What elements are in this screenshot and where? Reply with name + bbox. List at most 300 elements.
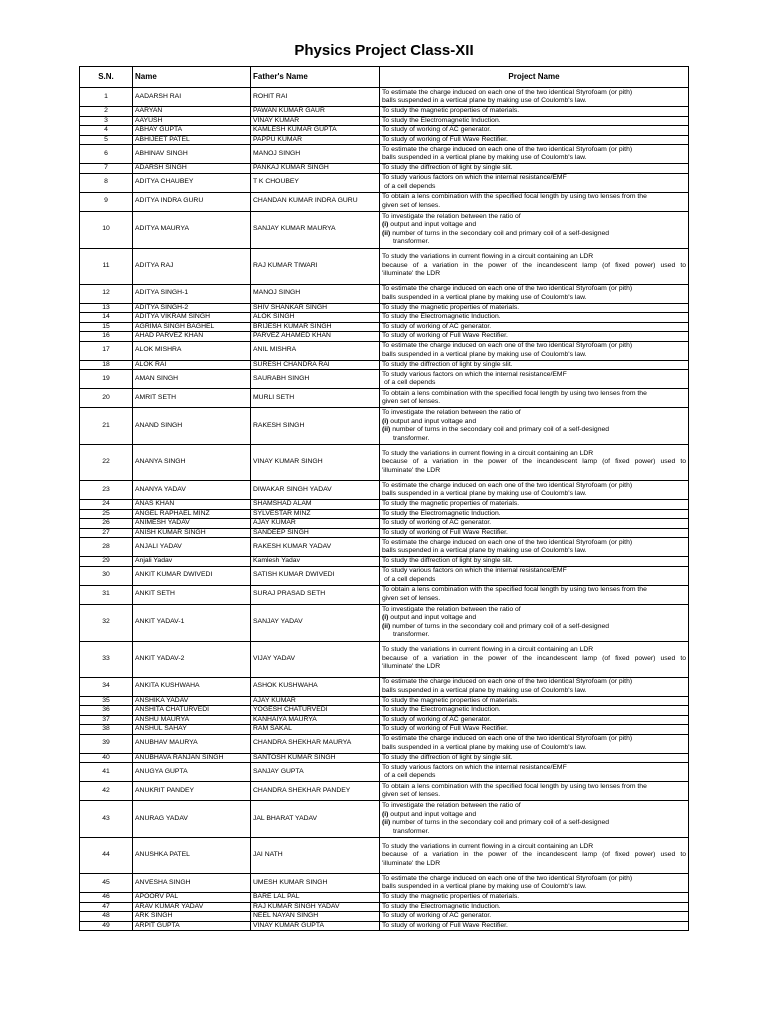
row-project-name	[380, 782, 689, 801]
row-sn: 33	[80, 641, 133, 677]
project-line: To study the variations in current flowing in a circuit containing an LDR	[382, 842, 594, 850]
project-line: transformer.	[393, 434, 430, 442]
project-line: To estimate the charge induced on each one of the two identical Styrofoam (or pith)	[382, 538, 633, 546]
project-line: To obtain a lens combination with the specified focal length by using two lenses from the	[382, 586, 647, 593]
project-line: of a cell depends	[384, 772, 436, 779]
project-line: (i) output and input voltage and	[382, 221, 477, 228]
row-name: ALOK MISHRA	[133, 341, 251, 360]
row-project-name	[380, 500, 689, 510]
project-line: To study the variations in current flowing in a circuit containing an LDR	[382, 449, 594, 457]
row-name: AGRIMA SINGH BAGHEL	[133, 322, 251, 332]
project-line: (ii) number of turns in the secondary coil and primary coil of a self-designed	[382, 426, 610, 433]
row-sn: 24	[80, 500, 133, 510]
project-line: To study various factors on which the internal resistance/EMF	[382, 763, 567, 771]
row-project-name	[380, 838, 689, 874]
row-sn: 25	[80, 509, 133, 519]
table-row	[80, 116, 689, 126]
table-row	[80, 912, 689, 922]
project-line: because of a variation in the power of the incandescent lamp (of fixed power) used to	[382, 458, 686, 466]
table-row	[80, 481, 689, 500]
row-father-name: KANHAIYA MAURYA	[251, 715, 380, 725]
row-father-name: SURESH CHANDRA RAI	[251, 360, 380, 370]
row-project-name	[380, 107, 689, 117]
row-name: ABHINAV SINGH	[133, 145, 251, 164]
row-project-name	[380, 585, 689, 604]
table-row	[80, 566, 689, 585]
row-father-name: SAURABH SINGH	[251, 370, 380, 389]
row-father-name: JAI NATH	[251, 838, 380, 874]
row-project-name	[380, 641, 689, 677]
row-name: ANKIT SETH	[133, 585, 251, 604]
header-project-name: Project Name	[380, 67, 689, 88]
table-row	[80, 360, 689, 370]
row-project-name	[380, 734, 689, 753]
table-row	[80, 696, 689, 706]
row-sn: 30	[80, 566, 133, 585]
row-sn: 10	[80, 211, 133, 248]
row-name: ANAS KHAN	[133, 500, 251, 510]
row-name: ANVESHA SINGH	[133, 874, 251, 893]
row-name: ANUBHAV MAURYA	[133, 734, 251, 753]
row-project-name	[380, 135, 689, 145]
project-line: To study the Electromagnetic Induction.	[382, 509, 501, 517]
table-row	[80, 313, 689, 323]
row-project-name	[380, 313, 689, 323]
row-father-name: PAPPU KUMAR	[251, 135, 380, 145]
row-father-name: SANDEEP SINGH	[251, 528, 380, 538]
row-name: ANJALI YADAV	[133, 538, 251, 557]
row-project-name	[380, 389, 689, 408]
row-sn: 23	[80, 481, 133, 500]
row-father-name: SANJAY YADAV	[251, 604, 380, 641]
project-line: (ii) number of turns in the secondary coil and primary coil of a self-designed	[382, 622, 610, 630]
row-name: ADITYA RAJ	[133, 248, 251, 284]
row-name: ANUSHKA PATEL	[133, 838, 251, 874]
header-father-name: Father's Name	[251, 67, 380, 88]
row-name: ANKIT YADAV-2	[133, 641, 251, 677]
project-line: balls suspended in a vertical plane by making use of Coulomb's law.	[382, 490, 587, 497]
table-row	[80, 725, 689, 735]
table-row	[80, 88, 689, 107]
row-project-name	[380, 604, 689, 641]
project-line: given set of lenses.	[382, 594, 441, 602]
project-line: To study the Electromagnetic Induction.	[382, 902, 501, 910]
project-line: (ii) number of turns in the secondary coil and primary coil of a self-designed	[382, 819, 610, 826]
row-name: ANUGYA GUPTA	[133, 763, 251, 782]
row-name: ANKIT YADAV-1	[133, 604, 251, 641]
project-line: To study the diffrection of light by single slit.	[382, 557, 513, 564]
row-project-name	[380, 902, 689, 912]
project-line: of a cell depends	[384, 379, 436, 386]
row-father-name: PARVEZ AHAMED KHAN	[251, 332, 380, 342]
row-father-name: RAJ KUMAR SINGH YADAV	[251, 902, 380, 912]
project-line: To investigate the relation between the ratio of	[382, 802, 521, 809]
project-line: To estimate the charge induced on each one of the two identical Styrofoam (or pith)	[382, 285, 633, 292]
row-project-name	[380, 88, 689, 107]
row-father-name: CHANDRA SHEKHAR PANDEY	[251, 782, 380, 801]
row-project-name	[380, 763, 689, 782]
table-row	[80, 303, 689, 313]
row-name: ANKITA KUSHWAHA	[133, 677, 251, 696]
row-father-name: NEEL NAYAN SINGH	[251, 912, 380, 922]
project-line: transformer.	[393, 238, 430, 245]
project-line: To estimate the charge induced on each one of the two identical Styrofoam (or pith)	[382, 678, 633, 685]
row-sn: 15	[80, 322, 133, 332]
row-father-name: SHAMSHAD ALAM	[251, 500, 380, 510]
table-row	[80, 604, 689, 641]
row-father-name: RAKESH KUMAR YADAV	[251, 538, 380, 557]
row-name: ANSHIKA YADAV	[133, 696, 251, 706]
project-line: To estimate the charge induced on each one of the two identical Styrofoam (or pith)	[382, 481, 633, 489]
row-sn: 27	[80, 528, 133, 538]
row-project-name	[380, 303, 689, 313]
table-row	[80, 706, 689, 716]
row-father-name: RAJ KUMAR TIWARI	[251, 248, 380, 284]
table-row	[80, 135, 689, 145]
row-father-name: MANOJ SINGH	[251, 284, 380, 303]
table-row	[80, 332, 689, 342]
row-project-name	[380, 725, 689, 735]
row-sn: 22	[80, 445, 133, 481]
project-line: balls suspended in a vertical plane by making use of Coulomb's law.	[382, 154, 587, 161]
row-project-name	[380, 116, 689, 126]
row-sn: 13	[80, 303, 133, 313]
table-row	[80, 838, 689, 874]
row-project-name	[380, 173, 689, 192]
project-line: To study of working of AC generator.	[382, 715, 492, 723]
project-line: To estimate the charge induced on each one of the two identical Styrofoam (or pith)	[382, 145, 633, 153]
table-row	[80, 192, 689, 211]
table-row	[80, 753, 689, 763]
table-row	[80, 211, 689, 248]
row-sn: 16	[80, 332, 133, 342]
row-name: ALOK RAI	[133, 360, 251, 370]
row-father-name: CHANDRA SHEKHAR MAURYA	[251, 734, 380, 753]
project-line: To study of working of Full Wave Rectifier.	[382, 725, 508, 732]
row-name: ADITYA INDRA GURU	[133, 192, 251, 211]
project-line: To study the magnetic properties of materials.	[382, 107, 520, 114]
row-father-name: SHIV SHANKAR SINGH	[251, 303, 380, 313]
row-sn: 36	[80, 706, 133, 716]
row-name: ADITYA VIKRAM SINGH	[133, 313, 251, 323]
row-father-name: ASHOK KUSHWAHA	[251, 677, 380, 696]
row-project-name	[380, 332, 689, 342]
row-sn: 5	[80, 135, 133, 145]
row-project-name	[380, 557, 689, 567]
project-line: balls suspended in a vertical plane by making use of Coulomb's law.	[382, 686, 587, 694]
project-line: given set of lenses.	[382, 398, 441, 405]
row-name: ADITYA MAURYA	[133, 211, 251, 248]
row-sn: 1	[80, 88, 133, 107]
row-project-name	[380, 874, 689, 893]
row-sn: 38	[80, 725, 133, 735]
project-line: To study the magnetic properties of materials.	[382, 500, 520, 507]
table-row	[80, 763, 689, 782]
row-sn: 9	[80, 192, 133, 211]
row-sn: 46	[80, 893, 133, 903]
project-line: To obtain a lens combination with the specified focal length by using two lenses from the	[382, 782, 647, 790]
row-father-name: BRIJESH KUMAR SINGH	[251, 322, 380, 332]
row-name: ARPIT GUPTA	[133, 921, 251, 931]
project-line: To study of working of AC generator.	[382, 519, 492, 526]
project-line: (i) output and input voltage and	[382, 614, 477, 621]
row-project-name	[380, 341, 689, 360]
table-row	[80, 126, 689, 136]
project-line: To study of working of AC generator.	[382, 912, 492, 919]
row-name: ADITYA CHAUBEY	[133, 173, 251, 192]
row-father-name: Kamlesh Yadav	[251, 557, 380, 567]
row-father-name: MANOJ SINGH	[251, 145, 380, 164]
row-name: Anjali Yadav	[133, 557, 251, 567]
header-name: Name	[133, 67, 251, 88]
table-body	[80, 88, 689, 931]
row-father-name: SURAJ PRASAD SETH	[251, 585, 380, 604]
table-row	[80, 902, 689, 912]
row-name: ADARSH SINGH	[133, 164, 251, 174]
project-line: To study the diffrection of light by single slit.	[382, 753, 513, 761]
project-line: To estimate the charge induced on each one of the two identical Styrofoam (or pith)	[382, 342, 633, 349]
table-row	[80, 248, 689, 284]
row-father-name: KAMLESH KUMAR GUPTA	[251, 126, 380, 136]
row-project-name	[380, 164, 689, 174]
project-line: given set of lenses.	[382, 791, 441, 798]
page-title: Physics Project Class-XII	[294, 42, 474, 59]
row-project-name	[380, 538, 689, 557]
row-father-name: ALOK SINGH	[251, 313, 380, 323]
project-line: To estimate the charge induced on each one of the two identical Styrofoam (or pith)	[382, 874, 633, 882]
row-father-name: VINAY KUMAR SINGH	[251, 445, 380, 481]
row-project-name	[380, 192, 689, 211]
row-sn: 29	[80, 557, 133, 567]
table-row	[80, 557, 689, 567]
row-project-name	[380, 370, 689, 389]
row-sn: 47	[80, 902, 133, 912]
row-project-name	[380, 211, 689, 248]
row-sn: 21	[80, 408, 133, 445]
row-father-name: CHANDAN KUMAR INDRA GURU	[251, 192, 380, 211]
row-project-name	[380, 566, 689, 585]
row-project-name	[380, 696, 689, 706]
project-line: To study various factors on which the internal resistance/EMF	[382, 370, 567, 378]
project-line: To obtain a lens combination with the specified focal length by using two lenses from the	[382, 193, 647, 200]
row-name: ANGEL RAPHAEL MINZ	[133, 509, 251, 519]
project-line: (i) output and input voltage and	[382, 417, 477, 425]
table-row	[80, 389, 689, 408]
row-sn: 39	[80, 734, 133, 753]
row-sn: 31	[80, 585, 133, 604]
row-sn: 43	[80, 801, 133, 838]
row-father-name: PAWAN KUMAR GAUR	[251, 107, 380, 117]
row-father-name: SATISH KUMAR DWIVEDI	[251, 566, 380, 585]
project-line: because of a variation in the power of the incandescent lamp (of fixed power) used to	[382, 261, 686, 269]
row-sn: 19	[80, 370, 133, 389]
row-father-name: YOGESH CHATURVEDI	[251, 706, 380, 716]
project-line: To study of working of Full Wave Rectifier.	[382, 921, 508, 929]
row-sn: 34	[80, 677, 133, 696]
row-father-name: SYLVESTAR MINZ	[251, 509, 380, 519]
row-name: AARYAN	[133, 107, 251, 117]
row-sn: 32	[80, 604, 133, 641]
row-name: ABHAY GUPTA	[133, 126, 251, 136]
table-row	[80, 322, 689, 332]
row-name: APOORV PAL	[133, 893, 251, 903]
project-line: To study of working of Full Wave Rectifier.	[382, 135, 508, 143]
row-sn: 35	[80, 696, 133, 706]
project-line: To study the variations in current flowing in a circuit containing an LDR	[382, 646, 594, 654]
row-project-name	[380, 801, 689, 838]
row-name: ANSHITA CHATURVEDI	[133, 706, 251, 716]
project-line: 'illuminate' the LDR	[382, 466, 441, 474]
project-line: transformer.	[393, 631, 430, 638]
project-line: balls suspended in a vertical plane by making use of Coulomb's law.	[382, 97, 587, 104]
row-sn: 11	[80, 248, 133, 284]
project-line: balls suspended in a vertical plane by making use of Coulomb's law.	[382, 743, 587, 751]
header-row	[80, 67, 689, 88]
row-sn: 44	[80, 838, 133, 874]
row-project-name	[380, 753, 689, 763]
row-name: AAYUSH	[133, 116, 251, 126]
row-sn: 7	[80, 164, 133, 174]
table-row	[80, 715, 689, 725]
row-father-name: VINAY KUMAR	[251, 116, 380, 126]
row-father-name: SANJAY GUPTA	[251, 763, 380, 782]
row-project-name	[380, 912, 689, 922]
table-row	[80, 538, 689, 557]
project-line: 'illuminate' the LDR	[382, 859, 441, 867]
row-project-name	[380, 408, 689, 445]
row-father-name: UMESH KUMAR SINGH	[251, 874, 380, 893]
row-name: ARK SINGH	[133, 912, 251, 922]
row-sn: 42	[80, 782, 133, 801]
project-line: balls suspended in a vertical plane by making use of Coulomb's law.	[382, 350, 587, 358]
row-father-name: PANKAJ KUMAR SINGH	[251, 164, 380, 174]
row-father-name: RAM SAKAL	[251, 725, 380, 735]
table-row	[80, 782, 689, 801]
project-line: To study of working of Full Wave Rectifier.	[382, 332, 508, 339]
row-name: ANKIT KUMAR DWIVEDI	[133, 566, 251, 585]
project-line: To study the magnetic properties of materials.	[382, 696, 520, 704]
project-line: To investigate the relation between the ratio of	[382, 605, 521, 613]
table-row	[80, 445, 689, 481]
row-name: AMAN SINGH	[133, 370, 251, 389]
row-father-name: AJAY KUMAR	[251, 696, 380, 706]
table-row	[80, 519, 689, 529]
project-line: To estimate the charge induced on each one of the two identical Styrofoam (or pith)	[382, 735, 633, 742]
row-project-name	[380, 677, 689, 696]
row-name: ANUBHAVA RANJAN SINGH	[133, 753, 251, 763]
project-line: transformer.	[393, 827, 430, 835]
table-row	[80, 145, 689, 164]
row-father-name: SANJAY KUMAR MAURYA	[251, 211, 380, 248]
project-line: To study of working of AC generator.	[382, 322, 492, 330]
project-line: given set of lenses.	[382, 201, 441, 209]
row-project-name	[380, 519, 689, 529]
row-sn: 18	[80, 360, 133, 370]
row-project-name	[380, 126, 689, 136]
row-name: AMRIT SETH	[133, 389, 251, 408]
project-line: of a cell depends	[384, 182, 436, 190]
row-project-name	[380, 145, 689, 164]
table-row	[80, 893, 689, 903]
project-line: To study the magnetic properties of materials.	[382, 303, 520, 311]
table-row	[80, 585, 689, 604]
project-line: 'illuminate' the LDR	[382, 270, 441, 278]
row-father-name: BARE LAL PAL	[251, 893, 380, 903]
project-line: To study various factors on which the internal resistance/EMF	[382, 567, 567, 574]
row-name: ANIMESH YADAV	[133, 519, 251, 529]
row-sn: 40	[80, 753, 133, 763]
project-line: To obtain a lens combination with the specified focal length by using two lenses from the	[382, 389, 647, 397]
project-line: To study the Electromagnetic Induction.	[382, 116, 501, 124]
row-name: AHAD PARVEZ KHAN	[133, 332, 251, 342]
row-father-name: ROHIT RAI	[251, 88, 380, 107]
row-father-name: VIJAY YADAV	[251, 641, 380, 677]
row-sn: 4	[80, 126, 133, 136]
row-father-name: T K CHOUBEY	[251, 173, 380, 192]
table-row	[80, 921, 689, 931]
project-line: To study the variations in current flowing in a circuit containing an LDR	[382, 253, 594, 261]
row-project-name	[380, 248, 689, 284]
project-line: To study various factors on which the internal resistance/EMF	[382, 174, 567, 181]
row-name: ANAND SINGH	[133, 408, 251, 445]
row-project-name	[380, 509, 689, 519]
project-line: because of a variation in the power of the incandescent lamp (of fixed power) used to	[382, 851, 686, 859]
project-line: (i) output and input voltage and	[382, 810, 477, 818]
row-name: ANISH KUMAR SINGH	[133, 528, 251, 538]
project-line: To investigate the relation between the ratio of	[382, 212, 521, 220]
table-row	[80, 107, 689, 117]
project-line: To study the magnetic properties of materials.	[382, 893, 520, 900]
table-row	[80, 509, 689, 519]
row-name: ANUKRIT PANDEY	[133, 782, 251, 801]
row-sn: 48	[80, 912, 133, 922]
row-name: ADITYA SINGH-1	[133, 284, 251, 303]
row-project-name	[380, 921, 689, 931]
project-line: To study the diffrection of light by single slit.	[382, 360, 513, 368]
table-row	[80, 801, 689, 838]
header-sn: S.N.	[80, 67, 133, 88]
table-row	[80, 173, 689, 192]
project-line: To study the Electromagnetic Induction.	[382, 313, 501, 320]
row-name: ANSHUL SAHAY	[133, 725, 251, 735]
row-project-name	[380, 322, 689, 332]
project-line: of a cell depends	[384, 575, 436, 583]
project-line: To study of working of Full Wave Rectifier.	[382, 528, 508, 536]
row-sn: 3	[80, 116, 133, 126]
row-sn: 41	[80, 763, 133, 782]
row-sn: 8	[80, 173, 133, 192]
row-father-name: DIWAKAR SINGH YADAV	[251, 481, 380, 500]
row-sn: 20	[80, 389, 133, 408]
table-row	[80, 874, 689, 893]
row-name: ANURAG YADAV	[133, 801, 251, 838]
table-row	[80, 528, 689, 538]
table-row	[80, 408, 689, 445]
row-sn: 45	[80, 874, 133, 893]
row-name: ARAV KUMAR YADAV	[133, 902, 251, 912]
row-sn: 14	[80, 313, 133, 323]
row-project-name	[380, 284, 689, 303]
project-line: To estimate the charge induced on each one of the two identical Styrofoam (or pith)	[382, 88, 633, 96]
row-name: ANANYA SINGH	[133, 445, 251, 481]
row-father-name: AJAY KUMAR	[251, 519, 380, 529]
row-project-name	[380, 715, 689, 725]
table-row	[80, 370, 689, 389]
project-line: because of a variation in the power of the incandescent lamp (of fixed power) used to	[382, 654, 686, 662]
row-project-name	[380, 481, 689, 500]
project-line: To study the Electromagnetic Induction.	[382, 706, 501, 713]
row-sn: 12	[80, 284, 133, 303]
